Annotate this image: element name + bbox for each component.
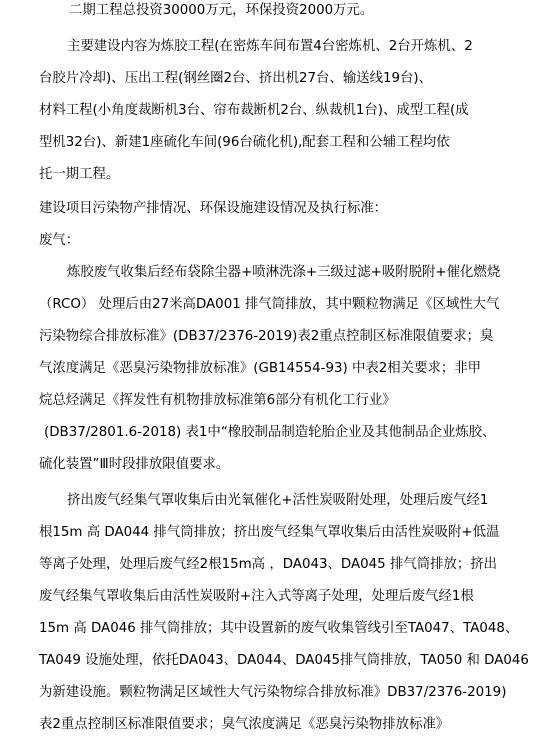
text-line: 托一期工程。 xyxy=(39,167,120,182)
text-line: (DB37/2801.6-2018) 表1中“橡胶制品制造轮胎企业及其他制品企业炼胶、 xyxy=(44,425,496,440)
text-line: 型机32台)、新建1座硫化车间(96台硫化机),配套工程和公辅工程均依 xyxy=(39,135,450,150)
text-line: 气浓度满足《恶臭污染物排放标准》(GB14554-93) 中表2相关要求；非甲 xyxy=(39,361,482,376)
text-line: 硫化装置”Ⅲ时段排放限值要求。 xyxy=(39,457,230,472)
subsection-heading: 废气： xyxy=(39,233,80,248)
text-line: （RCO） 处理后由27米高DA001 排气筒排放，其中颗粒物满足《区域性大气 xyxy=(39,297,500,312)
text-line: 为新建设施。颗粒物满足区域性大气污染物综合排放标准》DB37/2376-2019) xyxy=(39,685,507,700)
text-line: 等离子处理，处理后废气经2根15m高 ，DA043、DA045 排气筒排放；挤出 xyxy=(39,557,498,572)
text-line: 污染物综合排放标准》(DB37/2376-2019)表2重点控制区标准限值要求；臭 xyxy=(39,329,494,344)
text-line: TA049 设施处理，依托DA043、DA044、DA045排气筒排放，TA050 和 DA046 xyxy=(39,653,529,668)
text-line: 表2重点控制区标准限值要求；臭气浓度满足《恶臭污染物排放标准》 xyxy=(39,717,450,732)
text-line: 炼胶废气收集后经布袋除尘器+喷淋洗涤+三级过滤+吸附脱附+催化燃烧 xyxy=(67,265,501,280)
text-line: 台胶片冷却)、压出工程(钢丝圈2台、挤出机27台、输送线19台)、 xyxy=(39,71,433,86)
text-line: 主要建设内容为炼胶工程(在密炼车间布置4台密炼机、2台开炼机、2 xyxy=(67,39,473,54)
text-line: 二期工程总投资30000万元，环保投资2000万元。 xyxy=(69,3,374,18)
text-line: 挤出废气经集气罩收集后由光氧催化+活性炭吸附处理，处理后废气经1 xyxy=(67,493,489,508)
text-line: 废气经集气罩收集后由活性炭吸附+注入式等离子处理，处理后废气经1根 xyxy=(39,589,474,604)
text-line: 烷总烃满足《挥发性有机物排放标准第6部分有机化工行业》 xyxy=(39,393,396,408)
text-line: 材料工程(小角度裁断机3台、帘布裁断机2台、纵裁机1台)、成型工程(成 xyxy=(39,103,469,118)
text-line: 15m 高 DA046 排气筒排放；其中设置新的废气收集管线引至TA047、TA048、 xyxy=(39,621,519,636)
section-heading: 建设项目污染物产排情况、环保设施建设情况及执行标准： xyxy=(39,201,388,216)
text-line: 根15m 高 DA044 排气筒排放；挤出废气经集气罩收集后由活性炭吸附+低温 xyxy=(39,525,500,540)
